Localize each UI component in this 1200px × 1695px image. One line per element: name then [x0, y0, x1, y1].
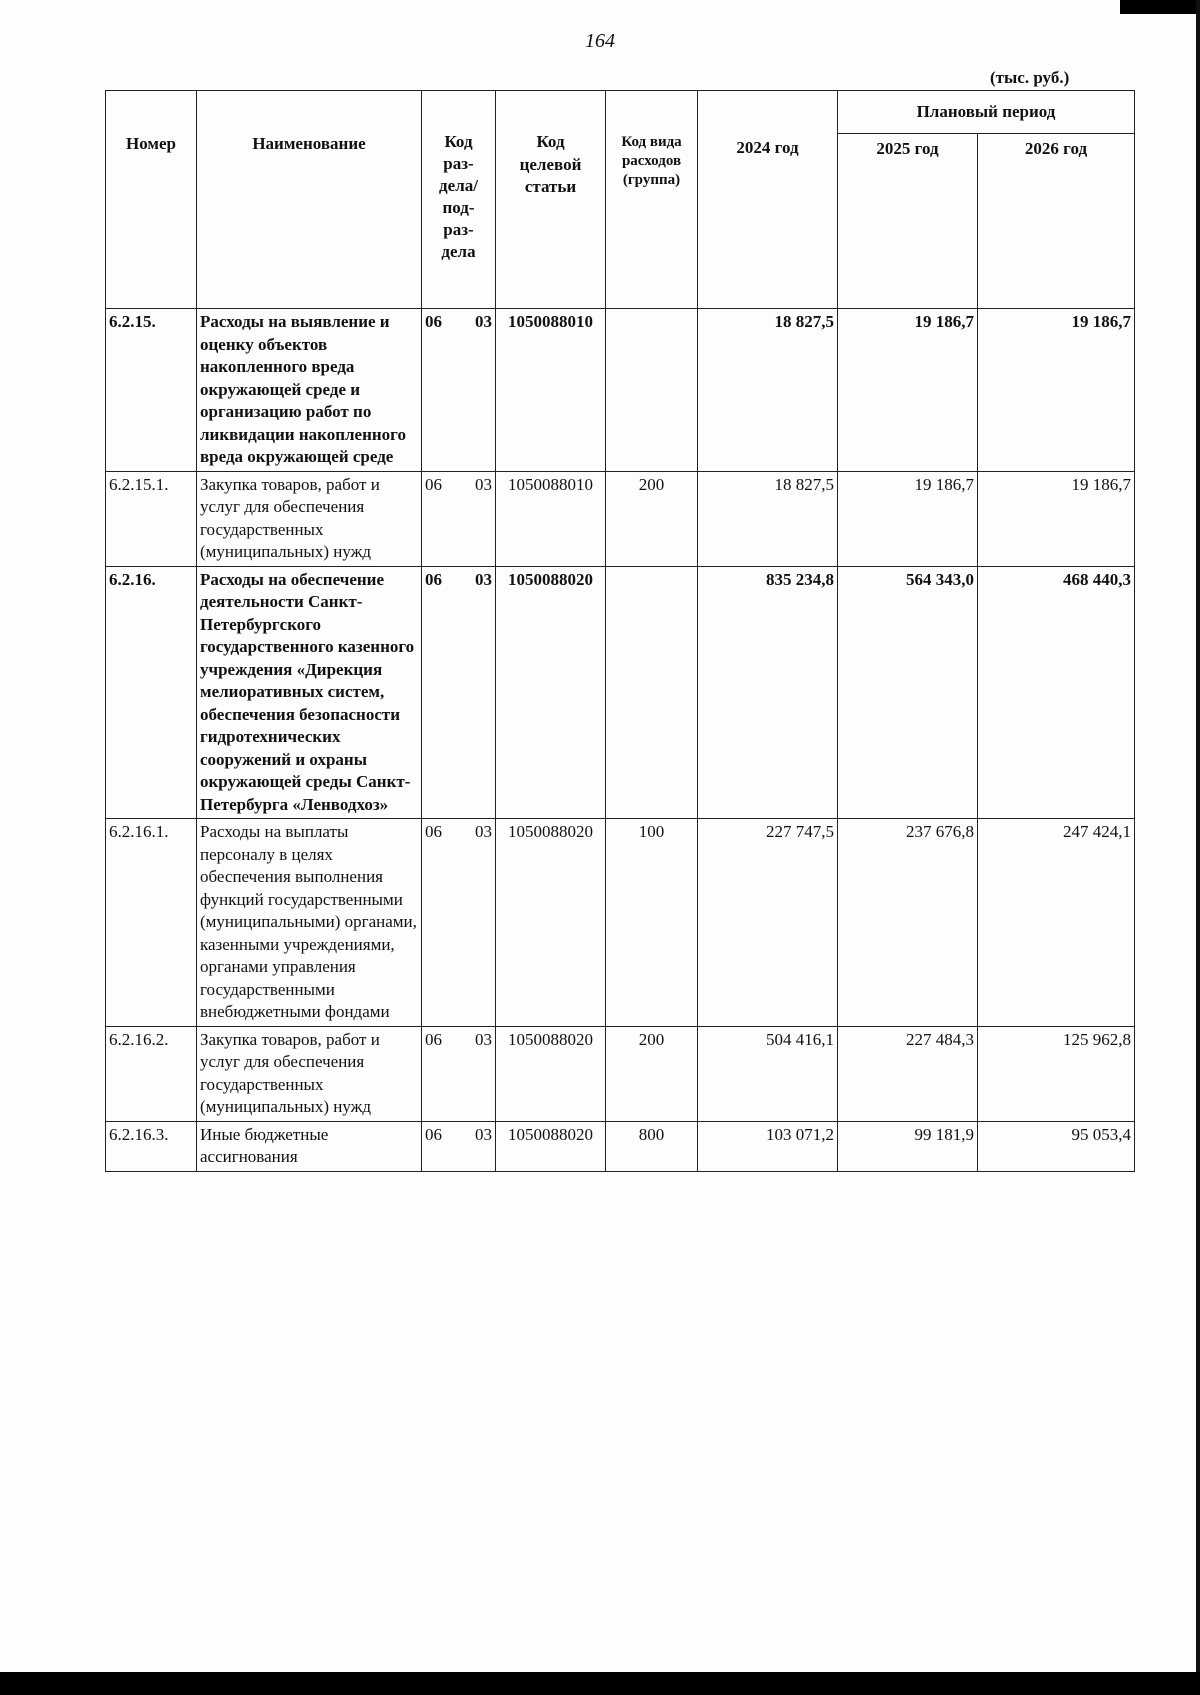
row-razdel-cell [422, 471, 496, 566]
header-plan-period: Плановый период [838, 91, 1135, 134]
row-name: Расходы на выявление и оценку объектов накопленного вреда окружающей среде и организацию работ по ликвидации накопленного вреда окружающей среде [197, 309, 422, 472]
scan-edge-right [1196, 0, 1200, 1695]
row-amount-2026: 247 424,1 [978, 819, 1135, 1027]
row-number: 6.2.15.1. [106, 471, 197, 566]
header-razdel-line: Код [444, 132, 473, 151]
row-amount-2024: 227 747,5 [698, 819, 838, 1027]
header-number-label: Номер [126, 134, 176, 153]
row-amount-2024: 504 416,1 [698, 1026, 838, 1121]
header-group [606, 91, 698, 309]
row-razdel: 06 [425, 1124, 442, 1144]
header-target-line: статьи [524, 177, 577, 196]
row-target-code: 1050088010 [496, 309, 606, 472]
row-razdel: 06 [425, 474, 442, 494]
scan-edge-bottom [0, 1672, 1200, 1695]
header-2024 [698, 91, 838, 309]
row-target-code: 1050088020 [496, 1121, 606, 1171]
row-amount-2026: 95 053,4 [978, 1121, 1135, 1171]
header-name [197, 91, 422, 309]
row-razdel-cell [422, 819, 496, 1027]
row-group-code: 200 [606, 471, 698, 566]
row-number: 6.2.16.2. [106, 1026, 197, 1121]
row-amount-2026: 19 186,7 [978, 471, 1135, 566]
row-podrazdel: 03 [475, 822, 492, 841]
row-group-code [606, 309, 698, 472]
header-number [106, 91, 197, 309]
row-group-code: 100 [606, 819, 698, 1027]
row-number: 6.2.16. [106, 566, 197, 819]
row-razdel: 06 [425, 312, 442, 331]
row-amount-2024: 18 827,5 [698, 309, 838, 472]
header-target-line: Код [536, 132, 565, 151]
header-2025-label: 2025 год [876, 139, 939, 158]
table-body [106, 309, 1135, 1172]
table-row [106, 309, 1135, 472]
header-razdel-line: раз- [443, 154, 474, 173]
table-row [106, 566, 1135, 819]
row-name: Иные бюджетные ассигнования [197, 1121, 422, 1171]
header-group-line: Код вида [621, 134, 682, 150]
row-amount-2025: 99 181,9 [838, 1121, 978, 1171]
row-podrazdel: 03 [475, 1029, 492, 1049]
row-name: Расходы на выплаты персоналу в целях обеспечения выполнения функций государственными (муниципальными) органами, казенными учреждениями, органами управления государственными внебюджетными фондами [197, 819, 422, 1027]
row-amount-2024: 103 071,2 [698, 1121, 838, 1171]
row-target-code: 1050088010 [496, 471, 606, 566]
row-amount-2025: 19 186,7 [838, 471, 978, 566]
row-razdel: 06 [425, 1029, 442, 1049]
row-razdel-cell [422, 566, 496, 819]
header-razdel-line: дела/ [439, 176, 478, 195]
row-name: Закупка товаров, работ и услуг для обеспечения государственных (муниципальных) нужд [197, 1026, 422, 1121]
row-podrazdel: 03 [475, 474, 492, 494]
row-razdel: 06 [425, 822, 442, 841]
row-group-code: 800 [606, 1121, 698, 1171]
row-amount-2026: 19 186,7 [978, 309, 1135, 472]
budget-table [105, 90, 1135, 1172]
row-group-code [606, 566, 698, 819]
table-row [106, 1121, 1135, 1171]
header-target [496, 91, 606, 309]
row-podrazdel: 03 [475, 312, 492, 331]
row-number: 6.2.16.3. [106, 1121, 197, 1171]
row-razdel-cell [422, 1121, 496, 1171]
row-target-code: 1050088020 [496, 566, 606, 819]
header-target-line: целевой [519, 154, 582, 174]
row-amount-2025: 19 186,7 [838, 309, 978, 472]
header-group-line: (группа) [622, 172, 681, 188]
row-razdel-cell [422, 309, 496, 472]
header-razdel-line: под- [442, 198, 475, 217]
row-target-code: 1050088020 [496, 819, 606, 1027]
scan-edge-top [1120, 0, 1200, 14]
row-amount-2026: 125 962,8 [978, 1026, 1135, 1121]
header-2026-label: 2026 год [1024, 139, 1088, 158]
row-name: Расходы на обеспечение деятельности Санкт-Петербургского государственного казенного учреждения «Дирекция мелиоративных систем, обеспечения безопасности гидротехнических сооружений и охраны окружающей среды Санкт-Петербурга «Ленводхоз» [197, 566, 422, 819]
header-razdel [422, 91, 496, 309]
row-amount-2025: 227 484,3 [838, 1026, 978, 1121]
row-number: 6.2.16.1. [106, 819, 197, 1027]
row-podrazdel: 03 [475, 569, 492, 589]
header-2026 [978, 134, 1135, 309]
units-label: (тыс. руб.) [990, 68, 1070, 87]
header-group-line: расходов [621, 153, 682, 169]
header-razdel-line: раз- [443, 220, 474, 239]
header-razdel-line: дела [441, 242, 476, 261]
header-2024-label: 2024 год [736, 138, 799, 157]
header-row [106, 91, 1135, 134]
row-podrazdel: 03 [475, 1124, 492, 1144]
header-name-label: Наименование [252, 134, 366, 153]
row-group-code: 200 [606, 1026, 698, 1121]
row-amount-2024: 835 234,8 [698, 566, 838, 819]
table-row [106, 471, 1135, 566]
row-target-code: 1050088020 [496, 1026, 606, 1121]
row-name: Закупка товаров, работ и услуг для обеспечения государственных (муниципальных) нужд [197, 471, 422, 566]
row-razdel-cell [422, 1026, 496, 1121]
row-amount-2025: 237 676,8 [838, 819, 978, 1027]
table-row [106, 1026, 1135, 1121]
table-row [106, 819, 1135, 1027]
row-razdel: 06 [425, 569, 442, 589]
row-number: 6.2.15. [106, 309, 197, 472]
row-amount-2024: 18 827,5 [698, 471, 838, 566]
page-number: 164 [585, 30, 615, 52]
row-amount-2025: 564 343,0 [838, 566, 978, 819]
header-2025 [838, 134, 978, 309]
row-amount-2026: 468 440,3 [978, 566, 1135, 819]
